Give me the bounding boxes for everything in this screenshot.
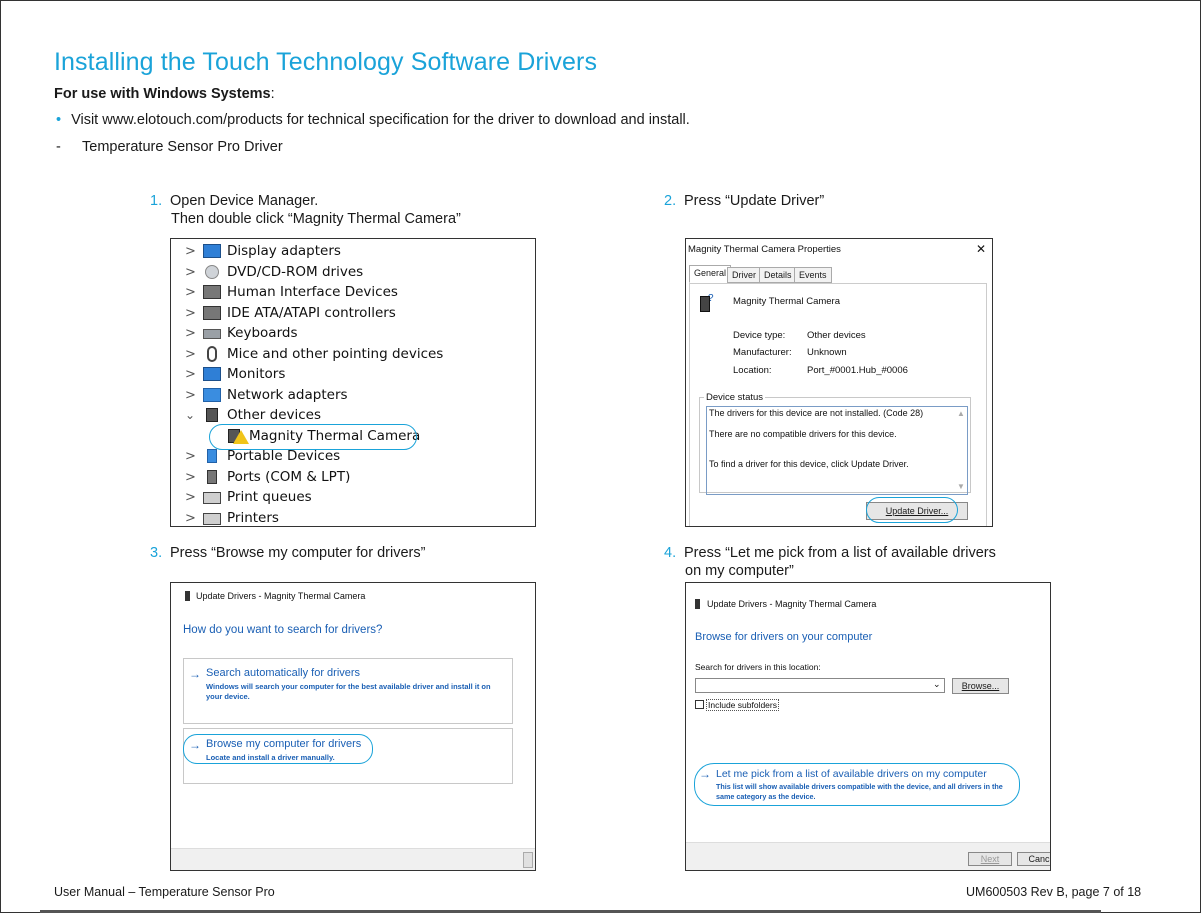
next-button[interactable] <box>968 852 1012 866</box>
dash-text: Temperature Sensor Pro Driver <box>82 139 283 155</box>
dash-item <box>56 139 283 155</box>
properties-dialog-screenshot <box>685 238 993 527</box>
arrow-right-icon: → <box>189 667 201 681</box>
footer-left: User Manual – Temperature Sensor Pro <box>54 885 275 899</box>
step-text: Open Device Manager. <box>170 193 319 209</box>
highlight-oval <box>866 497 958 523</box>
tab-general[interactable]: General <box>689 265 731 283</box>
chevron-right-icon[interactable]: > <box>185 346 196 362</box>
tab-driver[interactable]: Driver <box>727 267 761 283</box>
tree-item-label: Ports (COM & LPT) <box>227 468 351 485</box>
bullet-dot-icon: • <box>56 112 62 128</box>
tree-item-label: Human Interface Devices <box>227 284 398 300</box>
tree-item-label: Magnity Thermal Camera <box>249 427 421 444</box>
resize-grip[interactable] <box>523 852 533 868</box>
close-icon[interactable]: ✕ <box>976 242 987 256</box>
tree-item-label: Mice and other pointing devices <box>227 345 444 362</box>
step-number: 4. <box>664 545 677 561</box>
step-text: Press “Browse my computer for drivers” <box>170 545 426 561</box>
tree-item-label: Other devices <box>227 407 321 423</box>
chevron-right-icon[interactable]: > <box>185 244 196 259</box>
device-icon <box>695 599 700 609</box>
tree-item-label: DVD/CD-ROM drives <box>227 263 364 280</box>
tree-item-label: Print queues <box>227 489 312 505</box>
tab-events[interactable]: Events <box>794 267 832 283</box>
display-adapter-icon <box>203 244 221 258</box>
subtitle <box>54 86 275 102</box>
step-1 <box>150 192 461 228</box>
button-label: Canc <box>1028 854 1050 864</box>
status-label: Device status <box>706 392 764 403</box>
port-icon <box>207 470 217 484</box>
printer-icon <box>203 513 221 525</box>
bullet-text: Visit www.elotouch.com/products for technical specification for the driver to download and install. <box>71 112 690 128</box>
field-value: Unknown <box>807 347 847 358</box>
highlight-oval <box>183 734 373 764</box>
button-label: Next <box>980 854 1000 864</box>
option-title: Search automatically for drivers <box>206 667 361 679</box>
pick-desc: This list will show available drivers compatible with the device, and all drivers in the same category as the device. <box>716 782 1003 801</box>
step-text: Press “Update Driver” <box>684 193 825 209</box>
status-line: There are no compatible drivers for this device. <box>709 429 897 439</box>
tree-item-label: Display adapters <box>227 243 341 259</box>
step-text: Press “Let me pick from a list of available drivers <box>684 545 996 561</box>
chevron-right-icon[interactable]: > <box>185 326 196 341</box>
tree-item-label: Portable Devices <box>227 448 341 464</box>
field-value: Port_#0001.Hub_#0006 <box>807 365 908 376</box>
status-line: To find a driver for this device, click Update Driver. <box>709 459 909 469</box>
field-label: Manufacturer: <box>733 347 792 358</box>
dropdown-chevron-icon[interactable]: ⌄ <box>933 679 941 689</box>
chevron-right-icon[interactable]: > <box>185 305 196 321</box>
step-4 <box>664 544 996 580</box>
unknown-badge-icon: ? <box>708 293 714 304</box>
include-subfolders-label: Include subfolders <box>708 700 777 710</box>
include-subfolders-checkbox[interactable] <box>695 700 704 709</box>
keyboard-icon <box>203 329 221 339</box>
chevron-right-icon[interactable]: > <box>185 449 196 464</box>
page-title: Installing the Touch Technology Software Drivers <box>54 48 598 76</box>
chevron-right-icon[interactable]: > <box>185 285 196 300</box>
location-input[interactable] <box>695 678 945 693</box>
dialog-heading: Browse for drivers on your computer <box>695 631 873 643</box>
field-value: Other devices <box>807 330 866 341</box>
highlight-oval <box>694 763 1020 806</box>
update-drivers-browse-screenshot <box>685 582 1051 871</box>
tree-item-label: Monitors <box>227 366 286 382</box>
chevron-down-icon[interactable]: ⌄ <box>185 408 196 422</box>
step-text-line2: on my computer” <box>685 563 794 579</box>
scroll-down-icon[interactable]: ▼ <box>957 482 965 491</box>
step-number: 2. <box>664 193 677 209</box>
field-label: Location: <box>733 365 772 376</box>
arrow-right-icon: → <box>189 738 201 752</box>
tree-item-label: Keyboards <box>227 325 298 341</box>
step-3 <box>150 544 425 562</box>
dvd-drive-icon <box>205 265 219 279</box>
button-label: Update Driver... <box>885 506 949 516</box>
tree-item-label: Network adapters <box>227 386 348 403</box>
device-icon <box>185 591 190 601</box>
option-desc: Locate and install a driver manually. <box>206 753 335 762</box>
cancel-button[interactable] <box>1017 852 1051 866</box>
update-drivers-search-screenshot <box>170 582 536 871</box>
dialog-heading: How do you want to search for drivers? <box>183 624 383 636</box>
chevron-right-icon[interactable]: > <box>185 510 196 526</box>
window-title: Magnity Thermal Camera Properties <box>688 244 841 255</box>
subtitle-bold: For use with Windows Systems <box>54 86 271 102</box>
subtitle-rest: : <box>270 86 275 102</box>
tree-item-label: IDE ATA/ATAPI controllers <box>227 304 396 321</box>
scroll-up-icon[interactable]: ▲ <box>957 409 965 418</box>
window-title: Update Drivers - Magnity Thermal Camera <box>196 591 366 601</box>
printer-icon <box>203 492 221 504</box>
device-manager-screenshot <box>170 238 536 527</box>
status-line: The drivers for this device are not installed. (Code 28) <box>709 408 924 418</box>
button-label: Browse... <box>961 681 1000 691</box>
step-number: 3. <box>150 545 163 561</box>
arrow-right-icon: → <box>699 767 711 781</box>
chevron-right-icon[interactable]: > <box>185 264 196 280</box>
window-title: Update Drivers - Magnity Thermal Camera <box>707 599 877 609</box>
ide-controller-icon <box>203 306 221 320</box>
tab-details[interactable]: Details <box>759 267 797 283</box>
chevron-right-icon[interactable]: > <box>185 367 196 382</box>
chevron-right-icon[interactable]: > <box>185 387 196 403</box>
field-label: Device type: <box>733 330 786 341</box>
monitor-icon <box>203 367 221 381</box>
step-text-line2: Then double click “Magnity Thermal Camera” <box>171 211 461 227</box>
device-name: Magnity Thermal Camera <box>733 296 841 307</box>
network-icon <box>203 388 221 402</box>
pick-from-list-link[interactable]: Let me pick from a list of available drivers on my computer <box>716 768 987 780</box>
chevron-right-icon[interactable]: > <box>185 469 196 485</box>
bullet-item <box>56 112 690 128</box>
search-label: Search for drivers in this location: <box>695 662 821 672</box>
highlight-oval <box>209 424 417 450</box>
tree-item-label: Printers <box>227 509 279 526</box>
chevron-right-icon[interactable]: > <box>185 490 196 505</box>
hid-icon <box>203 285 221 299</box>
unknown-device-icon <box>206 408 218 422</box>
dialog-footer <box>171 848 536 870</box>
footer-right: UM600503 Rev B, page 7 of 18 <box>966 885 1142 899</box>
mouse-icon <box>207 346 217 362</box>
option-desc: Windows will search your computer for the best available driver and install it on your device. <box>206 682 491 701</box>
step-2 <box>664 192 824 210</box>
option-title: Browse my computer for drivers <box>206 738 362 750</box>
status-textbox[interactable] <box>706 406 968 495</box>
step-number: 1. <box>150 193 163 209</box>
browse-button[interactable] <box>952 678 1009 694</box>
portable-device-icon <box>207 449 217 463</box>
dash-icon: - <box>56 139 61 155</box>
